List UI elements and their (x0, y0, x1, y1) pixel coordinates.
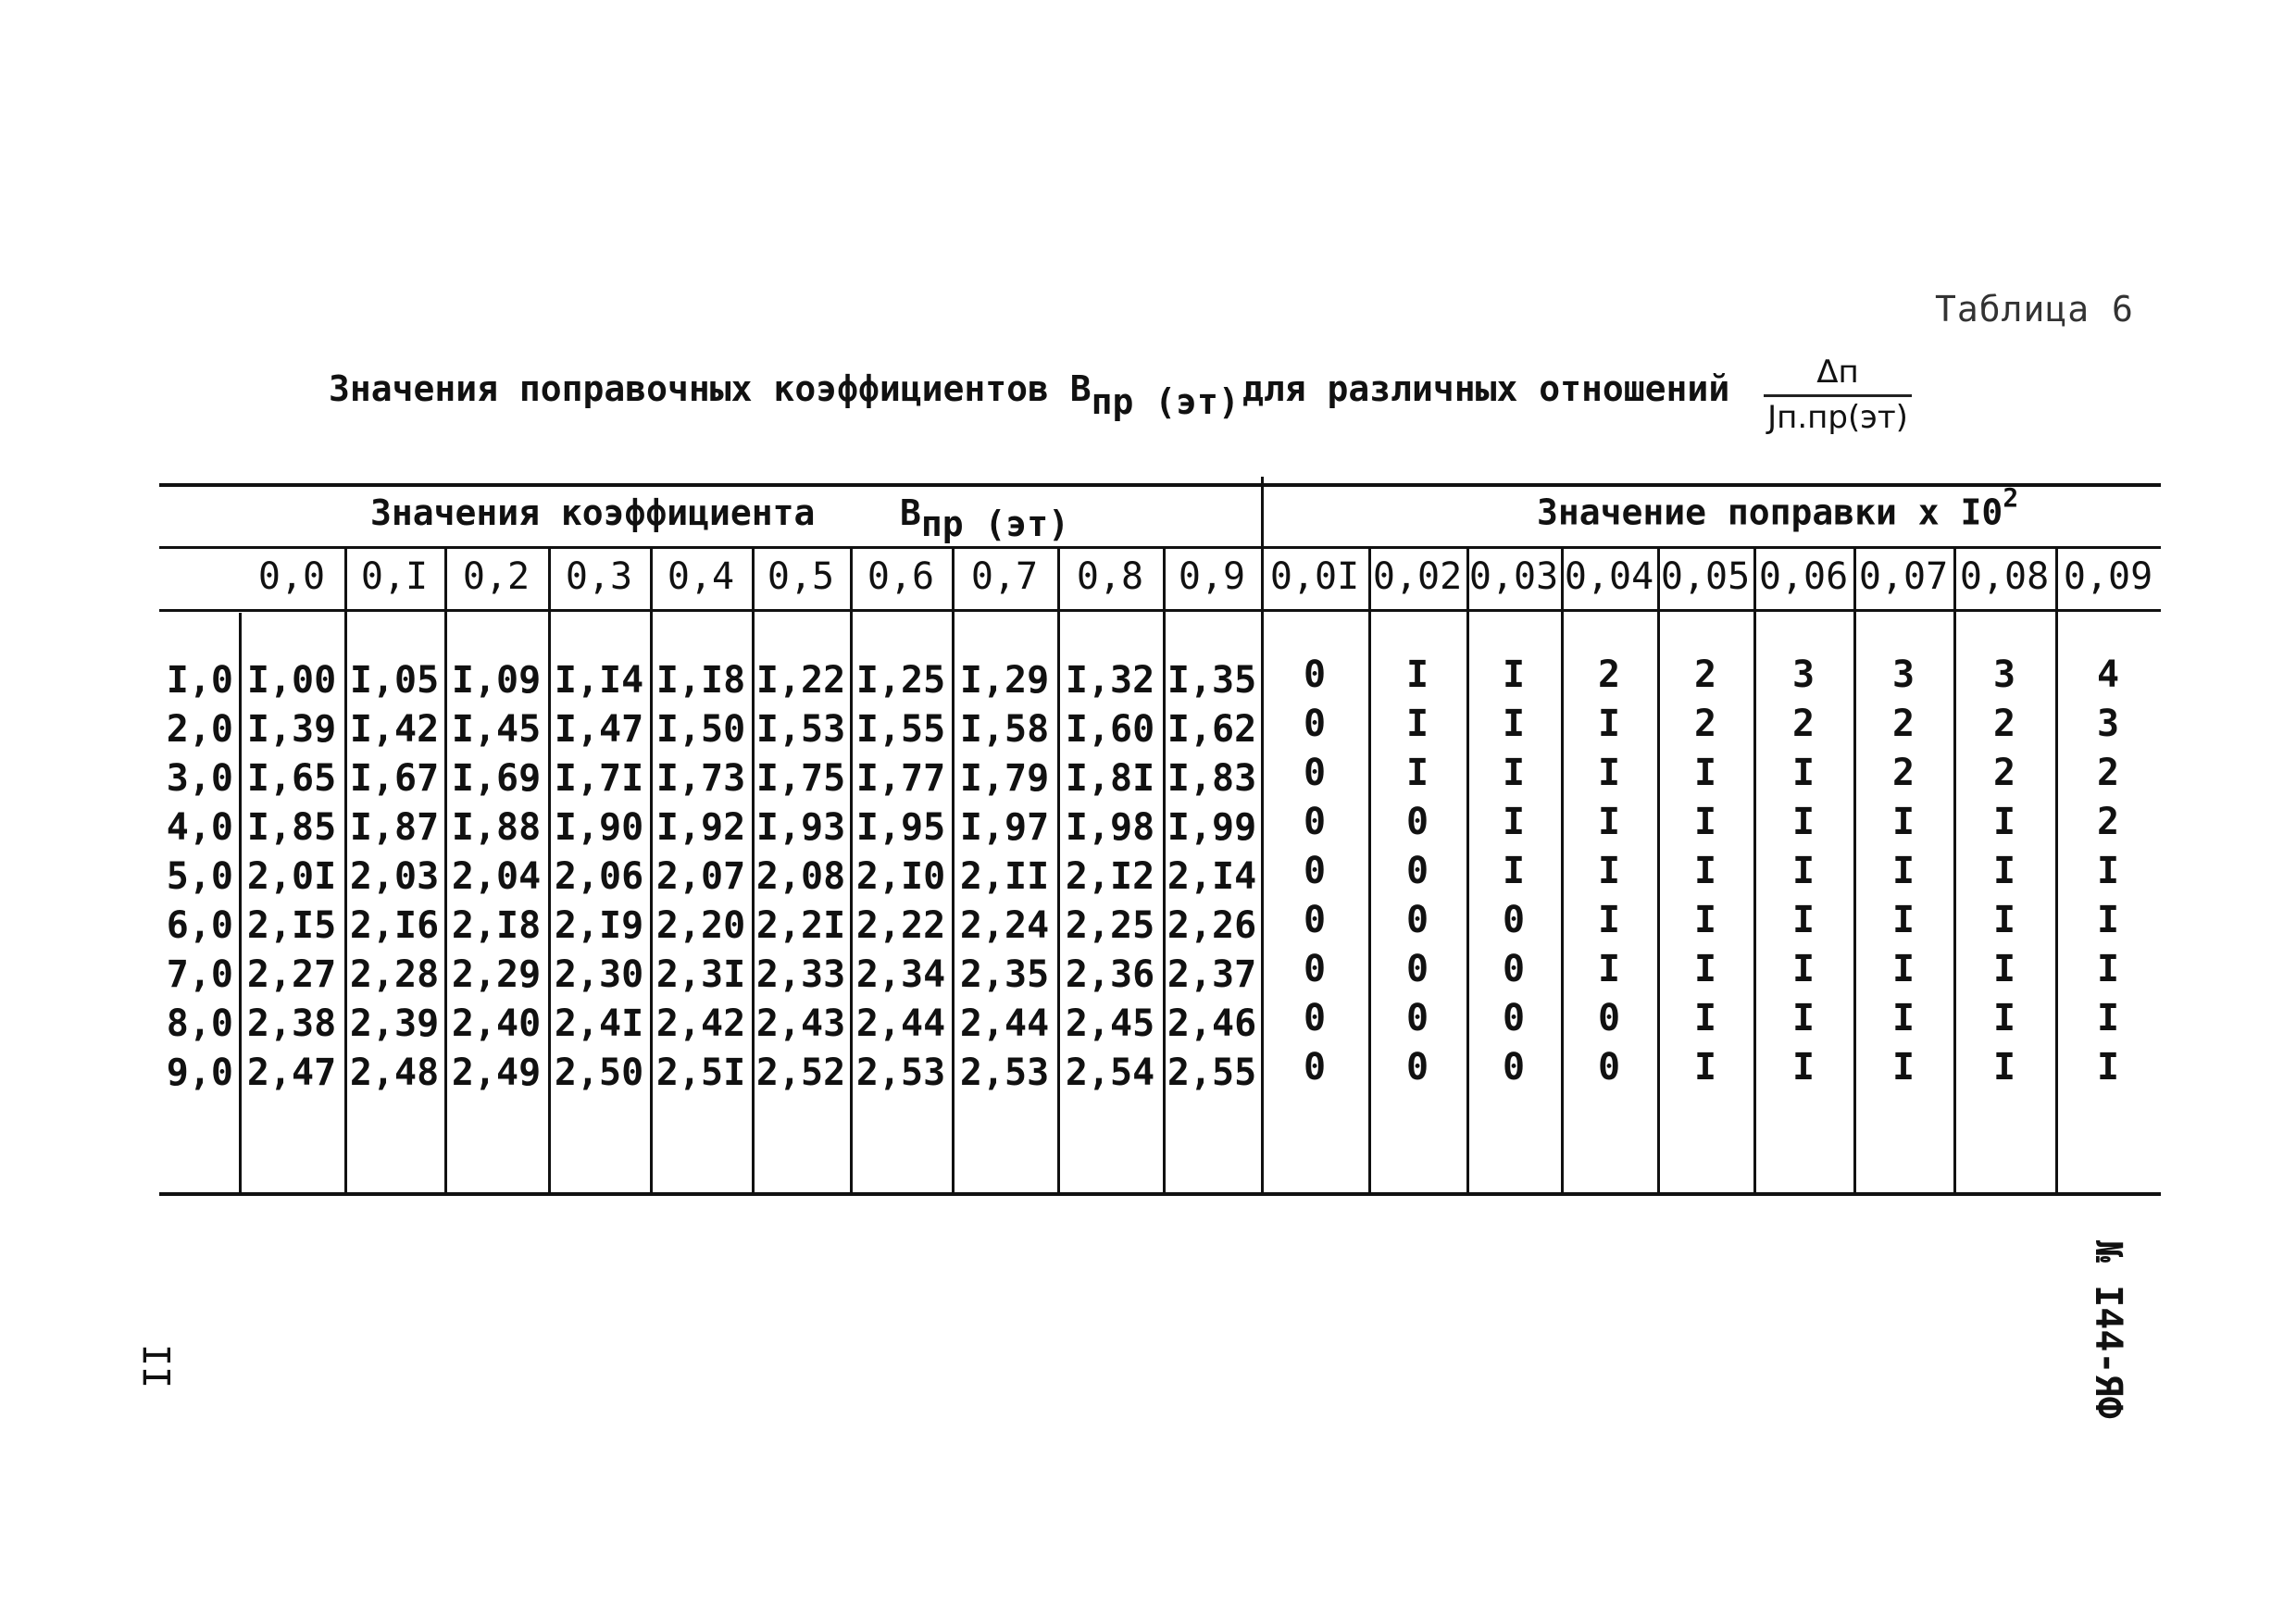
correction-value: 3 (1891, 653, 1915, 696)
coefficient-value: 2,43 (755, 1002, 846, 1045)
coefficient-value: 2,40 (451, 1002, 542, 1045)
coefficient-value: 2,47 (246, 1052, 337, 1094)
correction-value: I (2096, 850, 2120, 892)
correction-value: 0 (1502, 1046, 1526, 1089)
correction-group-header (1537, 482, 2019, 533)
coefficient-value: I,75 (755, 757, 846, 800)
correction-value: I (2096, 948, 2120, 990)
coefficient-value: 2,07 (655, 855, 746, 898)
table-bottom-rule (159, 1192, 2161, 1196)
correction-value: I (1992, 850, 2016, 892)
row-label: 8,0 (166, 1002, 233, 1045)
correction-value: I (2096, 997, 2120, 1039)
correction-value: I (1693, 948, 1717, 990)
fraction-numerator: Δп (1764, 354, 1912, 397)
coefficient-value: I,29 (959, 659, 1050, 702)
coefficient-column-header: 0,0 (257, 555, 326, 598)
coefficient-value: 2,29 (451, 953, 542, 996)
coefficient-value: 2,44 (855, 1002, 946, 1045)
fraction-denominator: Jп.пр(эт) (1767, 399, 1908, 436)
coefficient-value: I,22 (755, 659, 846, 702)
coefficient-value: I,I8 (655, 659, 746, 702)
coefficient-value: 2,28 (349, 953, 440, 996)
coefficient-column-header: 0,8 (1076, 555, 1144, 598)
correction-value: I (1891, 948, 1915, 990)
correction-column-header: 0,02 (1372, 555, 1463, 598)
coefficient-value: 2,08 (755, 855, 846, 898)
correction-value: 0 (1405, 801, 1429, 843)
coefficient-value: I,67 (349, 757, 440, 800)
correction-value: 0 (1303, 850, 1327, 892)
correction-column-header: 0,08 (1959, 555, 2050, 598)
title-text: Значения поправочных коэффициентов В (329, 368, 1092, 409)
correction-value: I (1597, 850, 1621, 892)
coefficient-value: 2,I4 (1167, 855, 1257, 898)
correction-value: I (1597, 899, 1621, 941)
coefficient-value: 2,44 (959, 1002, 1050, 1045)
coefficient-value: I,05 (349, 659, 440, 702)
correction-value: I (1693, 997, 1717, 1039)
coefficient-subscript: пр (эт) (920, 504, 1069, 544)
correction-column-header: 0,05 (1660, 555, 1751, 598)
correction-value: I (1693, 899, 1717, 941)
coefficient-group-header (370, 492, 1069, 544)
correction-value: 2 (2096, 801, 2120, 843)
coefficient-value: 2,II (959, 855, 1050, 898)
coefficient-value: 2,22 (855, 904, 946, 947)
coefficient-value: 2,53 (959, 1052, 1050, 1094)
coefficient-value: I,65 (246, 757, 337, 800)
coefficient-value: I,7I (554, 757, 644, 800)
correction-value: I (2096, 1046, 2120, 1089)
coefficient-value: 2,5I (655, 1052, 746, 1094)
coefficient-value: 2,4I (554, 1002, 644, 1045)
coefficient-column-header: 0,6 (867, 555, 935, 598)
coefficient-value: I,77 (855, 757, 946, 800)
correction-value: 0 (1502, 899, 1526, 941)
correction-value: 2 (1791, 703, 1816, 745)
coefficient-value: 2,33 (755, 953, 846, 996)
correction-value: 3 (2096, 703, 2120, 745)
coefficient-value: 2,34 (855, 953, 946, 996)
coefficient-value: 2,46 (1167, 1002, 1257, 1045)
correction-value: I (1693, 801, 1717, 843)
correction-value: 0 (1405, 1046, 1429, 1089)
correction-value: 2 (1693, 653, 1717, 696)
coefficient-value: I,39 (246, 708, 337, 751)
correction-value: I (1992, 997, 2016, 1039)
correction-value: 0 (1597, 1046, 1621, 1089)
correction-value: I (2096, 899, 2120, 941)
correction-value: I (1597, 948, 1621, 990)
correction-value: 0 (1303, 653, 1327, 696)
correction-value: I (1791, 850, 1816, 892)
coefficient-value: I,69 (451, 757, 542, 800)
coefficient-value: 2,3I (655, 953, 746, 996)
coefficient-value: 2,39 (349, 1002, 440, 1045)
correction-value: I (1502, 801, 1526, 843)
correction-value: I (1891, 899, 1915, 941)
coefficient-column-header: 0,9 (1178, 555, 1246, 598)
coefficient-value: I,I4 (554, 659, 644, 702)
coefficient-value: 2,I8 (451, 904, 542, 947)
correction-value: 2 (1992, 703, 2016, 745)
coefficient-value: 2,37 (1167, 953, 1257, 996)
correction-value: 2 (1992, 752, 2016, 794)
correction-value: 0 (1303, 801, 1327, 843)
coefficient-value: I,42 (349, 708, 440, 751)
coefficient-column-header: 0,2 (462, 555, 530, 598)
row-label: 9,0 (166, 1052, 233, 1094)
coefficient-value: 2,26 (1167, 904, 1257, 947)
header-rule (159, 546, 2161, 549)
correction-value: I (1791, 997, 1816, 1039)
correction-value: I (1502, 703, 1526, 745)
correction-column-header: 0,06 (1758, 555, 1849, 598)
coefficient-group-text: Значения коэффициента (370, 492, 816, 533)
coefficient-value: I,58 (959, 708, 1050, 751)
coefficient-value: 2,I5 (246, 904, 337, 947)
coefficient-value: I,53 (755, 708, 846, 751)
column-header-rule (159, 609, 2161, 612)
correction-value: I (1405, 653, 1429, 696)
coefficient-value: I,87 (349, 806, 440, 849)
coefficient-column-header: 0,I (360, 555, 429, 598)
coefficient-value: 2,38 (246, 1002, 337, 1045)
coefficient-column-header: 0,4 (667, 555, 735, 598)
correction-group-text: Значение поправки х I0 (1537, 492, 2003, 533)
coefficient-value: I,90 (554, 806, 644, 849)
title-continuation: для различных отношений (1242, 368, 1730, 409)
coefficient-value: 2,25 (1065, 904, 1155, 947)
coefficient-value: 2,49 (451, 1052, 542, 1094)
coefficient-value: I,60 (1065, 708, 1155, 751)
correction-value: 0 (1303, 899, 1327, 941)
coefficient-value: 2,45 (1065, 1002, 1155, 1045)
correction-value: I (1791, 801, 1816, 843)
correction-value: 0 (1405, 948, 1429, 990)
correction-column-header: 0,09 (2063, 555, 2153, 598)
coefficient-value: 2,54 (1065, 1052, 1155, 1094)
coefficient-value: I,93 (755, 806, 846, 849)
row-label: 6,0 (166, 904, 233, 947)
correction-value: 3 (1791, 653, 1816, 696)
coefficient-column-header: 0,7 (970, 555, 1039, 598)
correction-value: I (1693, 752, 1717, 794)
row-label: I,0 (166, 659, 233, 702)
correction-value: I (1405, 703, 1429, 745)
correction-value: 0 (1303, 948, 1327, 990)
coefficient-value: I,8I (1065, 757, 1155, 800)
ratio-fraction (1764, 354, 1912, 436)
coefficient-value: 2,I0 (855, 855, 946, 898)
coefficient-value: 2,I6 (349, 904, 440, 947)
correction-value: I (1791, 899, 1816, 941)
coefficient-value: I,35 (1167, 659, 1257, 702)
correction-value: I (1502, 752, 1526, 794)
coefficient-value: 2,27 (246, 953, 337, 996)
coefficient-value: I,83 (1167, 757, 1257, 800)
row-label: 5,0 (166, 855, 233, 898)
coefficient-value: 2,0I (246, 855, 337, 898)
coefficient-symbol: В (899, 492, 921, 533)
coefficient-value: I,73 (655, 757, 746, 800)
correction-value: I (1693, 1046, 1717, 1089)
correction-value: 0 (1502, 948, 1526, 990)
coefficient-value: 2,I2 (1065, 855, 1155, 898)
correction-value: I (1992, 801, 2016, 843)
correction-value: 0 (1405, 997, 1429, 1039)
coefficient-value: I,79 (959, 757, 1050, 800)
document-code: № I44-ЯФ (2087, 1240, 2129, 1419)
coefficient-value: I,25 (855, 659, 946, 702)
correction-value: 0 (1303, 997, 1327, 1039)
coefficient-value: I,97 (959, 806, 1050, 849)
correction-value: 2 (2096, 752, 2120, 794)
correction-value: I (1891, 850, 1915, 892)
coefficient-value: I,92 (655, 806, 746, 849)
coefficient-value: 2,03 (349, 855, 440, 898)
row-label: 2,0 (166, 708, 233, 751)
correction-value: I (1891, 1046, 1915, 1089)
correction-column-header: 0,04 (1564, 555, 1654, 598)
coefficient-value: 2,48 (349, 1052, 440, 1094)
correction-value: I (1405, 752, 1429, 794)
correction-value: I (1597, 801, 1621, 843)
coefficient-value: 2,36 (1065, 953, 1155, 996)
correction-value: I (1891, 801, 1915, 843)
coefficient-value: 2,53 (855, 1052, 946, 1094)
correction-value: 2 (1597, 653, 1621, 696)
correction-column-header: 0,0I (1269, 555, 1360, 598)
coefficient-value: I,50 (655, 708, 746, 751)
coefficient-value: 2,30 (554, 953, 644, 996)
coefficient-value: 2,04 (451, 855, 542, 898)
coefficient-value: I,45 (451, 708, 542, 751)
coefficient-value: I,47 (554, 708, 644, 751)
correction-value: 2 (1891, 703, 1915, 745)
correction-value: 2 (1891, 752, 1915, 794)
coefficient-value: 2,2I (755, 904, 846, 947)
correction-value: I (1791, 752, 1816, 794)
table-top-rule (159, 483, 2161, 487)
table-number-label: Таблица 6 (1935, 289, 2134, 330)
correction-value: I (1502, 850, 1526, 892)
coefficient-value: I,00 (246, 659, 337, 702)
correction-value: I (1891, 997, 1915, 1039)
correction-column-header: 0,03 (1468, 555, 1559, 598)
correction-value: 2 (1693, 703, 1717, 745)
coefficient-value: 2,24 (959, 904, 1050, 947)
correction-value: I (1502, 653, 1526, 696)
coefficient-value: I,62 (1167, 708, 1257, 751)
coefficient-value: I,32 (1065, 659, 1155, 702)
correction-value: I (1597, 703, 1621, 745)
row-label: 7,0 (166, 953, 233, 996)
correction-value: I (1992, 1046, 2016, 1089)
coefficient-value: 2,20 (655, 904, 746, 947)
correction-value: I (1992, 899, 2016, 941)
coefficient-value: I,88 (451, 806, 542, 849)
coefficient-value: I,09 (451, 659, 542, 702)
coefficient-value: 2,42 (655, 1002, 746, 1045)
correction-value: 0 (1597, 997, 1621, 1039)
table-title (329, 368, 1240, 422)
coefficient-value: 2,50 (554, 1052, 644, 1094)
coefficient-value: I,95 (855, 806, 946, 849)
correction-value: 0 (1303, 1046, 1327, 1089)
correction-value: I (1992, 948, 2016, 990)
correction-value: I (1791, 948, 1816, 990)
coefficient-value: I,55 (855, 708, 946, 751)
coefficient-value: I,99 (1167, 806, 1257, 849)
coefficient-column-header: 0,5 (767, 555, 835, 598)
correction-value: I (1791, 1046, 1816, 1089)
coefficient-value: 2,35 (959, 953, 1050, 996)
correction-value: 3 (1992, 653, 2016, 696)
title-subscript: пр (эт) (1091, 381, 1240, 422)
correction-value: 0 (1303, 752, 1327, 794)
correction-exponent: 2 (2003, 482, 2019, 513)
row-label: 4,0 (166, 806, 233, 849)
correction-column-header: 0,07 (1858, 555, 1949, 598)
correction-value: 0 (1405, 899, 1429, 941)
row-label: 3,0 (166, 757, 233, 800)
correction-value: 0 (1502, 997, 1526, 1039)
correction-value: 4 (2096, 653, 2120, 696)
coefficient-value: 2,I9 (554, 904, 644, 947)
coefficient-value: 2,55 (1167, 1052, 1257, 1094)
correction-value: I (1693, 850, 1717, 892)
correction-value: 0 (1303, 703, 1327, 745)
coefficient-value: 2,52 (755, 1052, 846, 1094)
page-number: II (137, 1343, 180, 1388)
correction-value: I (1597, 752, 1621, 794)
coefficient-value: I,85 (246, 806, 337, 849)
coefficient-value: 2,06 (554, 855, 644, 898)
coefficient-column-header: 0,3 (565, 555, 633, 598)
correction-value: 0 (1405, 850, 1429, 892)
coefficient-value: I,98 (1065, 806, 1155, 849)
